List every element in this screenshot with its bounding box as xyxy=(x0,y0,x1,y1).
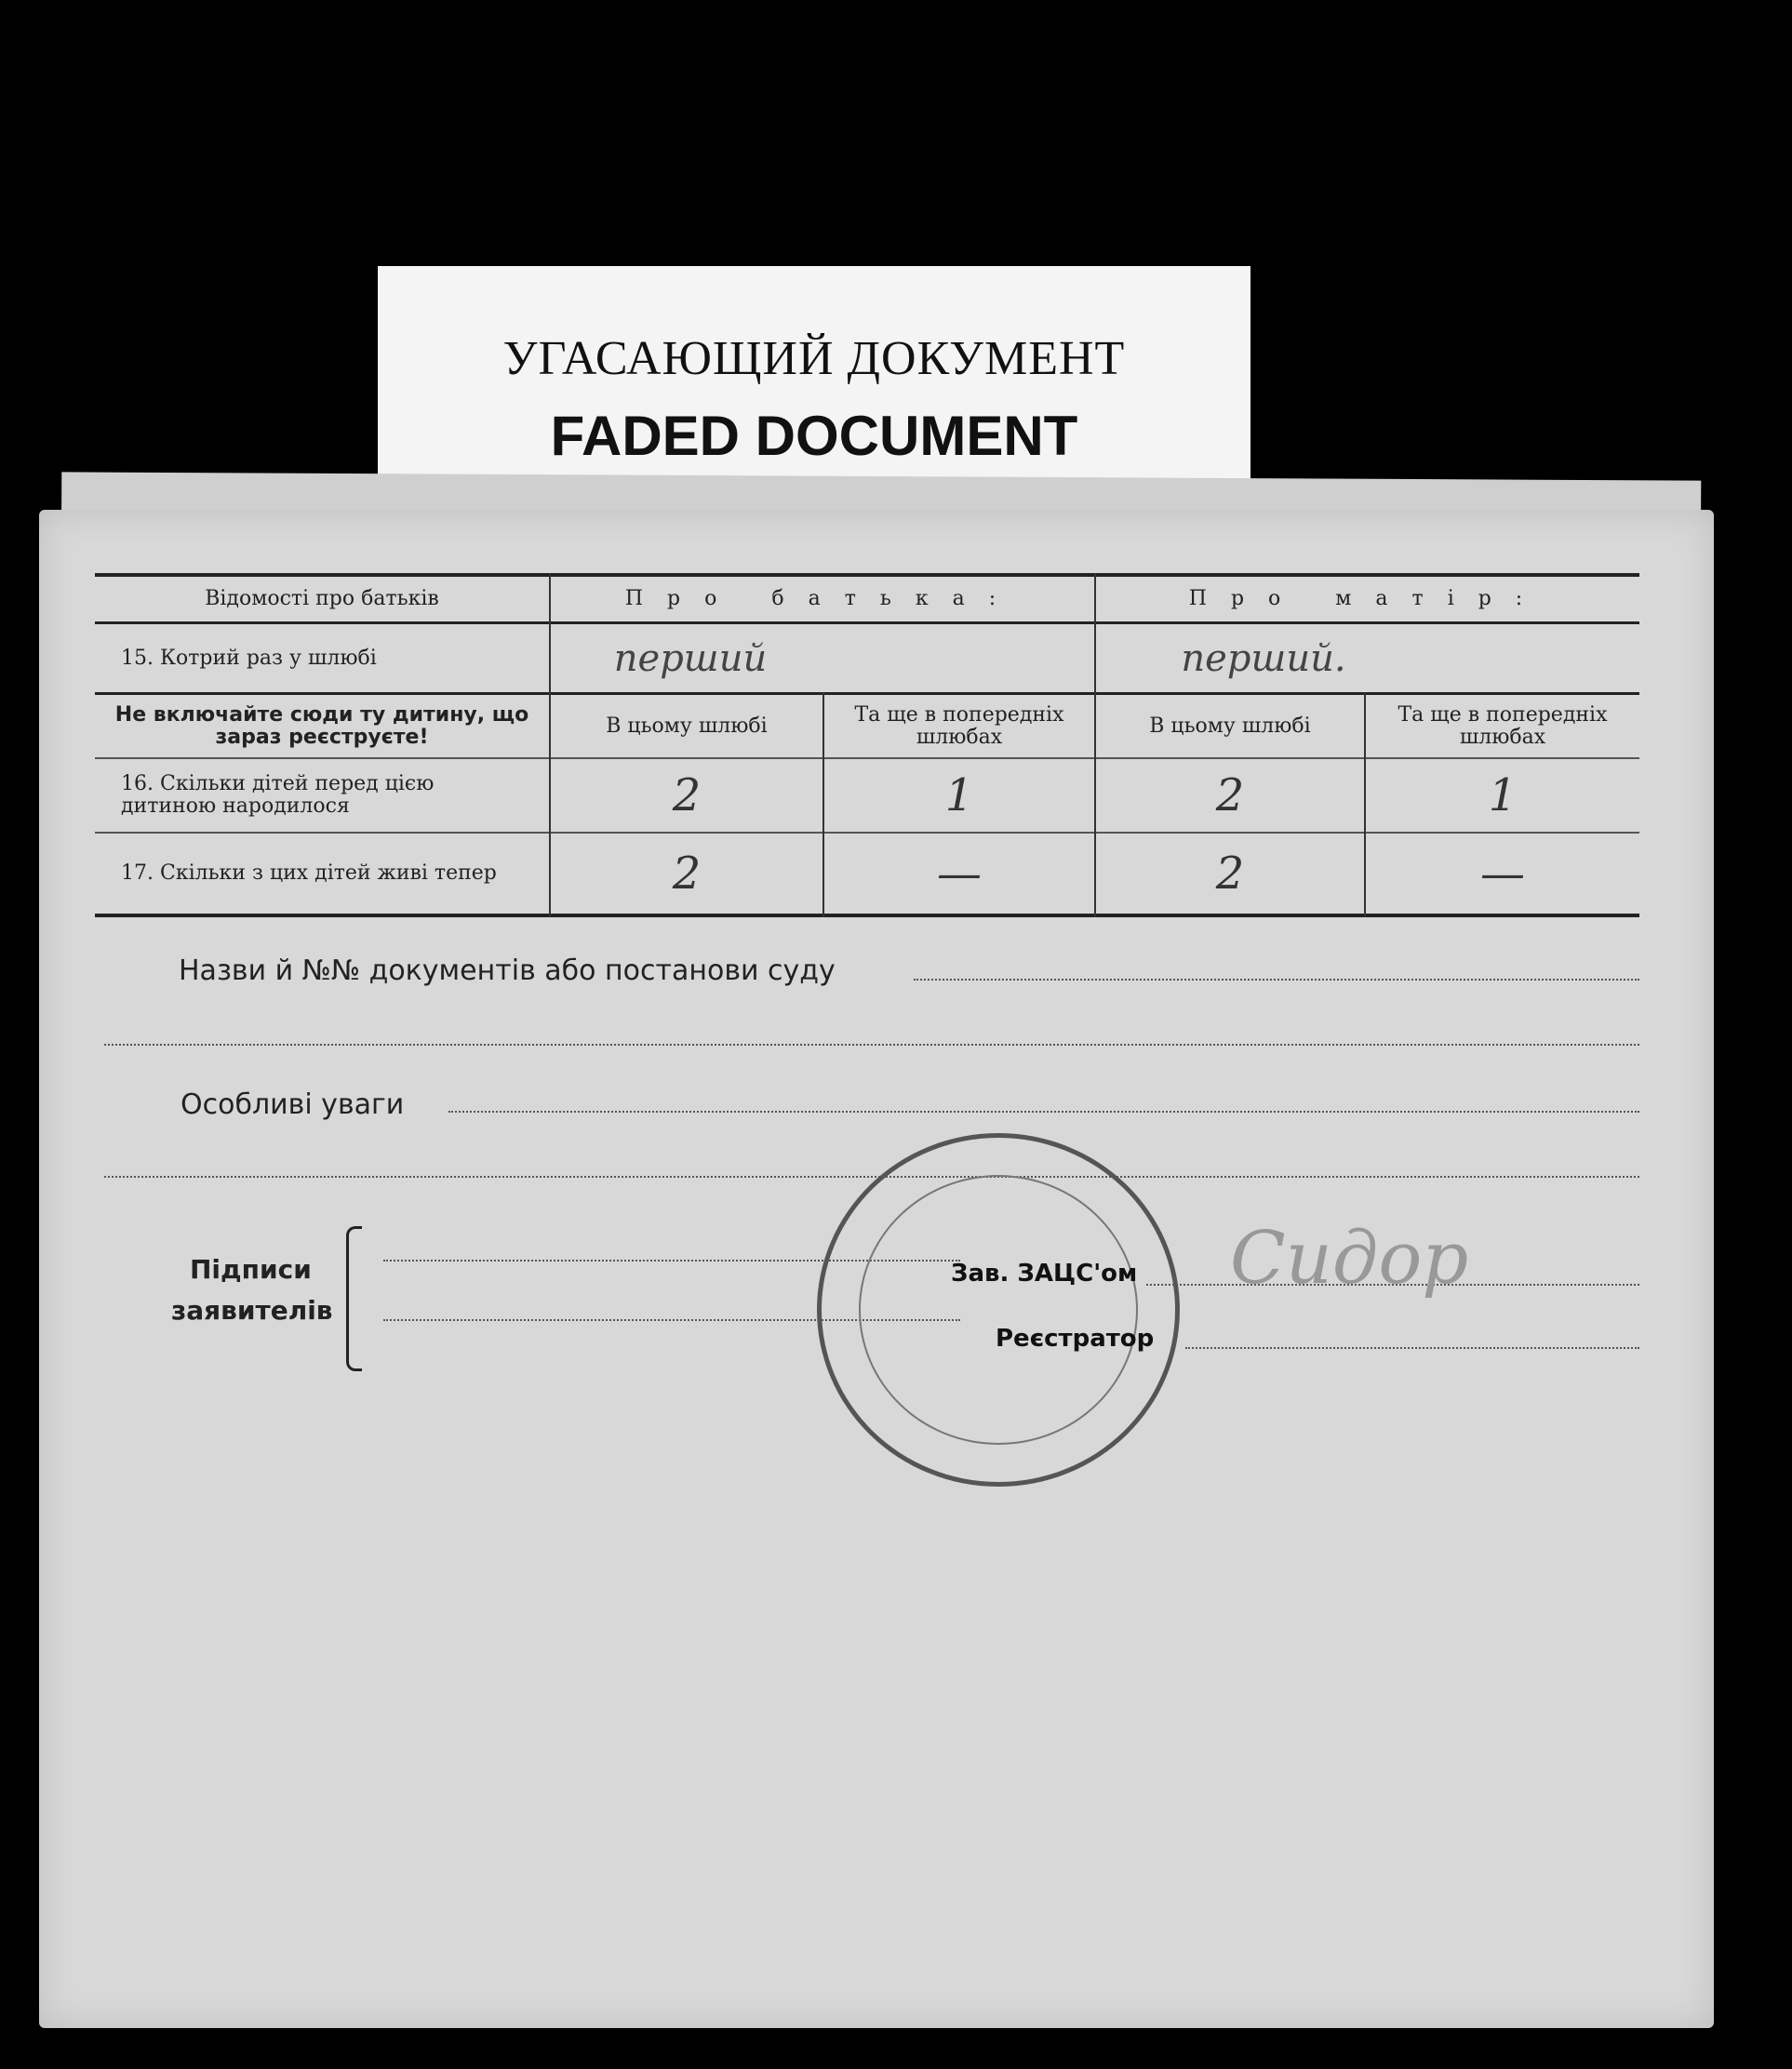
documents-field-label: Назви й №№ документів або постанови суду xyxy=(179,954,836,987)
signatures-label-1: Підписи xyxy=(190,1254,312,1285)
remarks-field-line-2 xyxy=(104,1176,1639,1178)
row17-father-current: 2 xyxy=(672,848,702,900)
header-mother: Про матір: xyxy=(1188,587,1547,610)
row15-father-value: перший xyxy=(613,636,768,680)
signatures-bracket xyxy=(346,1226,362,1371)
registrar-line xyxy=(1185,1347,1639,1349)
mother-previous-header: Та ще в попередніх шлюбах xyxy=(1397,702,1608,749)
header-parents-info: Відомості про батьків xyxy=(205,587,439,610)
parents-table xyxy=(95,573,1639,917)
remarks-field-label: Особливі уваги xyxy=(181,1088,405,1121)
row16-father-current: 2 xyxy=(672,769,702,821)
row17-mother-current: 2 xyxy=(1215,848,1245,900)
documents-field-line-2 xyxy=(104,1044,1639,1046)
row17-label: 17. Скільки з цих дітей живі тепер xyxy=(121,861,497,885)
row15-mother-value: перший. xyxy=(1181,636,1346,680)
row17-father-previous: — xyxy=(937,848,982,900)
label-english: FADED DOCUMENT xyxy=(550,405,1078,467)
label-russian: УГАСАЮЩИЙ ДОКУМЕНТ xyxy=(502,332,1126,385)
faded-document-label xyxy=(378,266,1250,482)
official-stamp xyxy=(817,1133,1180,1487)
row16-mother-previous: 1 xyxy=(1488,769,1518,821)
row16-mother-current: 2 xyxy=(1215,769,1245,821)
signatures-label-2: заявителів xyxy=(171,1295,333,1326)
form-sheet xyxy=(39,510,1714,2028)
row17-mother-previous: — xyxy=(1480,848,1525,900)
father-in-marriage-header: В цьому шлюбі xyxy=(606,714,768,738)
header-father: Про батька: xyxy=(624,587,1021,610)
row15-label: 15. Котрий раз у шлюбі xyxy=(121,646,377,670)
mother-in-marriage-header: В цьому шлюбі xyxy=(1149,714,1311,738)
registrar-signature: Сидор xyxy=(1230,1217,1469,1301)
zags-head-label: Зав. ЗАЦС'ом xyxy=(951,1260,1138,1288)
father-previous-header: Та ще в попередніх шлюбах xyxy=(854,702,1064,749)
exclusion-note: Не включайте сюди ту дитину, що зараз реєструєте! xyxy=(114,702,529,749)
documents-field-line xyxy=(914,979,1639,981)
row16-label: 16. Скільки дітей перед цією дитиною народилося xyxy=(121,772,435,818)
registrar-label: Реєстратор xyxy=(996,1325,1155,1353)
row16-father-previous: 1 xyxy=(944,769,974,821)
remarks-field-line xyxy=(448,1111,1639,1113)
